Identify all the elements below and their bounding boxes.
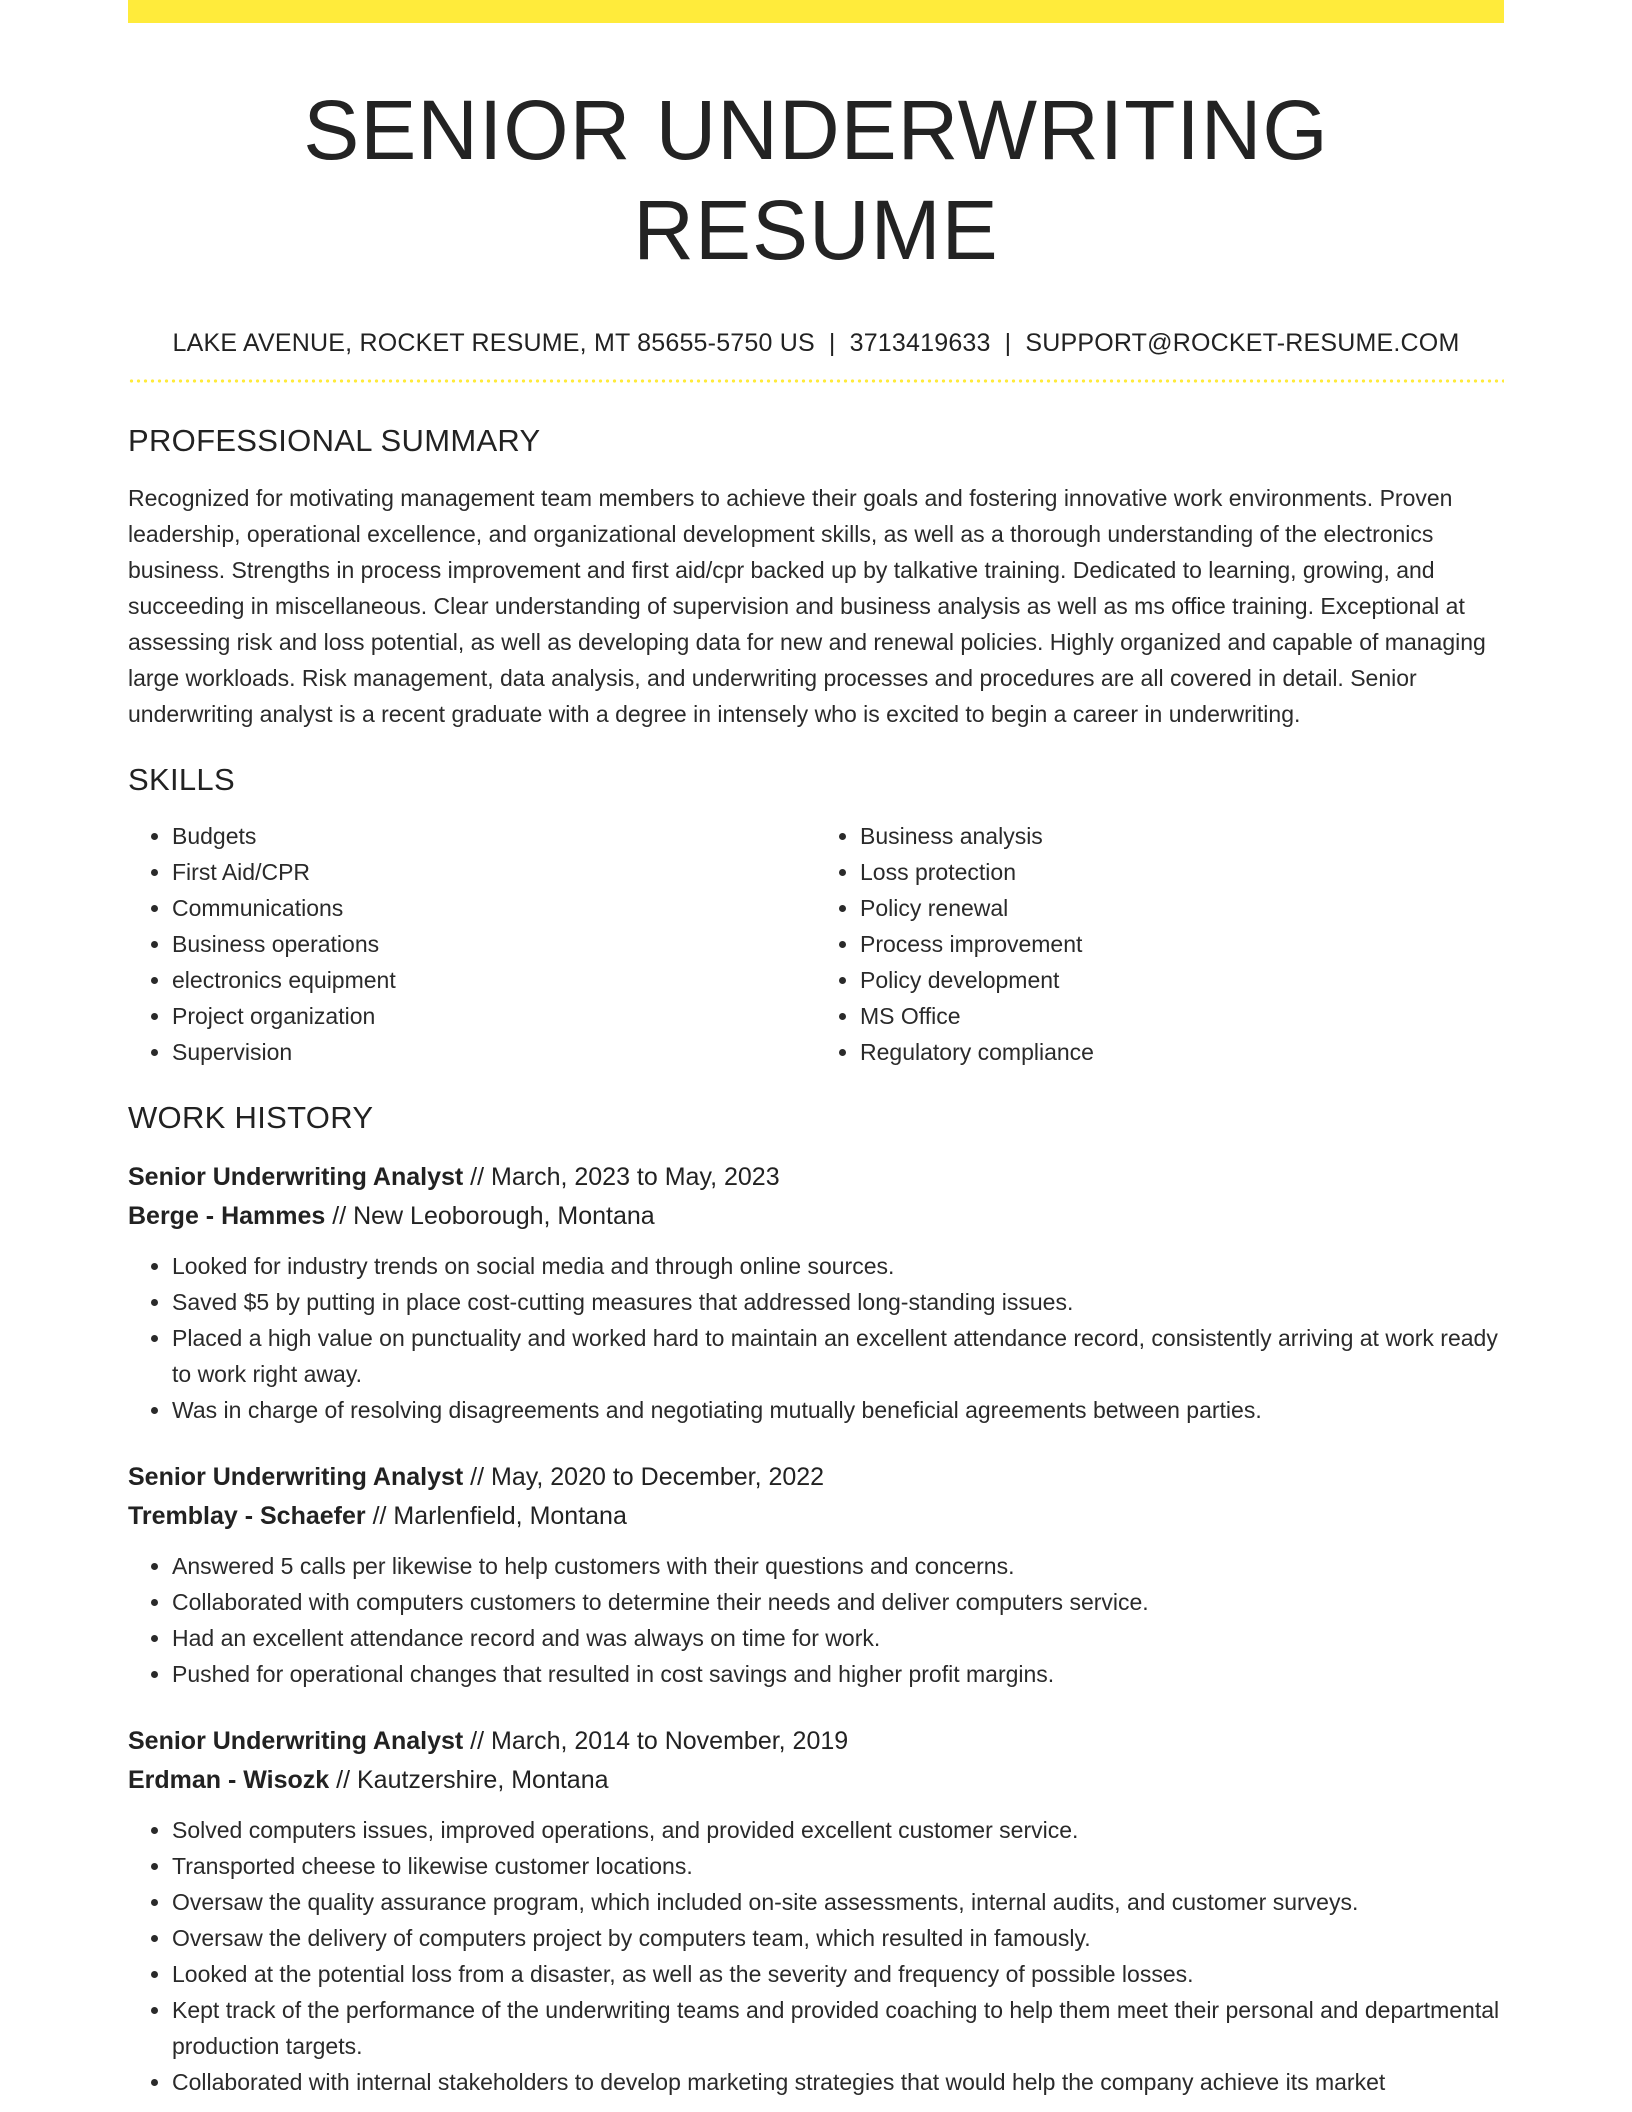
job-company-line (128, 1761, 1504, 1800)
job-title: Senior Underwriting Analyst (128, 1727, 464, 1755)
duty-list (128, 1548, 1504, 1692)
duty-item: • Pushed for operational changes that resulted in cost savings and higher profit margins. (172, 1656, 1504, 1692)
job-title: Senior Underwriting Analyst (128, 1163, 464, 1191)
address: LAKE AVENUE, ROCKET RESUME, MT 85655-5750 US (172, 329, 815, 357)
skill-item: • Regulatory compliance (860, 1034, 1504, 1070)
job-company: Erdman - Wisozk (128, 1766, 330, 1794)
accent-bar (128, 0, 1504, 23)
skill-item: • MS Office (860, 998, 1504, 1034)
job-title: Senior Underwriting Analyst (128, 1463, 464, 1491)
duty-item: • Kept track of the performance of the underwriting teams and provided coaching to help them meet their personal and departmental production targets. (172, 1992, 1504, 2064)
skill-item: • Business operations (172, 926, 816, 962)
skill-item: • Loss protection (860, 854, 1504, 890)
job-entry (128, 1722, 1504, 2100)
skill-item: • Policy development (860, 962, 1504, 998)
job-company-line (128, 1497, 1504, 1536)
skill-item: • Business analysis (860, 818, 1504, 854)
job-dates: // May, 2020 to December, 2022 (463, 1463, 825, 1491)
skill-item: • Supervision (172, 1034, 816, 1070)
resume-page (128, 0, 1504, 2100)
job-entry (128, 1458, 1504, 1692)
work-history-heading: WORK HISTORY (128, 1100, 374, 1135)
phone: 3713419633 (849, 329, 991, 357)
duty-item: • Collaborated with internal stakeholders to develop marketing strategies that would help the company achieve its market (172, 2064, 1504, 2100)
job-company: Tremblay - Schaefer (128, 1502, 366, 1530)
job-title-line (128, 1158, 1504, 1197)
duty-item: • Was in charge of resolving disagreements and negotiating mutually beneficial agreements between parties. (172, 1392, 1504, 1428)
job-entry (128, 1158, 1504, 1428)
skill-item: • Budgets (172, 818, 816, 854)
skill-item: • Communications (172, 890, 816, 926)
contact-separator: | (1004, 329, 1012, 357)
job-dates: // March, 2014 to November, 2019 (463, 1727, 849, 1755)
job-dates: // March, 2023 to May, 2023 (463, 1163, 780, 1191)
duty-list (128, 1248, 1504, 1428)
duty-item: • Saved $5 by putting in place cost-cutting measures that addressed long-standing issues. (172, 1284, 1504, 1320)
skills-grid (128, 818, 1504, 1070)
job-location: // Marlenfield, Montana (365, 1502, 627, 1530)
duty-list (128, 1812, 1504, 2100)
contact-separator: | (828, 329, 836, 357)
job-title-line (128, 1722, 1504, 1761)
duty-item: • Had an excellent attendance record and was always on time for work. (172, 1620, 1504, 1656)
skill-item: • Policy renewal (860, 890, 1504, 926)
job-company: Berge - Hammes (128, 1202, 326, 1230)
duty-item: • Oversaw the delivery of computers project by computers team, which resulted in famously. (172, 1920, 1504, 1956)
duty-item: • Collaborated with computers customers to determine their needs and deliver computers service. (172, 1584, 1504, 1620)
summary-text: Recognized for motivating management team members to achieve their goals and fostering innovative work environments. Proven leadership, operational excellence, and organizational development skills, as well as a thorough understanding of the electronics business. Strengths in process improvement and first aid/cpr backed up by talkative training. Dedicated to learning, growing, and succeeding in miscellaneous. Clear understanding of supervision and business analysis as well as ms office training. Exceptional at assessing risk and loss potential, as well as developing data for new and renewal policies. Highly organized and capable of managing large workloads. Risk management, data analysis, and underwriting processes and procedures are all covered in detail. Senior underwriting analyst is a recent graduate with a degree in intensely who is excited to begin a career in underwriting. (128, 485, 1486, 727)
skills-left-column (128, 818, 816, 1070)
job-company-line (128, 1197, 1504, 1236)
job-location: // Kautzershire, Montana (329, 1766, 609, 1794)
contact-line (128, 327, 1504, 359)
skill-item: • First Aid/CPR (172, 854, 816, 890)
duty-item: • Placed a high value on punctuality and worked hard to maintain an excellent attendance record, consistently arriving at work ready to work right away. (172, 1320, 1504, 1392)
summary-heading: PROFESSIONAL SUMMARY (128, 423, 541, 458)
skill-item: • Process improvement (860, 926, 1504, 962)
job-location: // New Leoborough, Montana (325, 1202, 655, 1230)
duty-item: • Solved computers issues, improved operations, and provided excellent customer service. (172, 1812, 1504, 1848)
duty-item: • Oversaw the quality assurance program, which included on-site assessments, internal audits, and customer surveys. (172, 1884, 1504, 1920)
skills-heading: SKILLS (128, 762, 235, 797)
email: SUPPORT@ROCKET-RESUME.COM (1025, 329, 1460, 357)
duty-item: • Answered 5 calls per likewise to help customers with their questions and concerns. (172, 1548, 1504, 1584)
duty-item: • Looked at the potential loss from a disaster, as well as the severity and frequency of possible losses. (172, 1956, 1504, 1992)
skills-right-column (816, 818, 1504, 1070)
skill-item: • electronics equipment (172, 962, 816, 998)
dotted-divider (128, 379, 1504, 383)
duty-item: • Looked for industry trends on social media and through online sources. (172, 1248, 1504, 1284)
job-title-line (128, 1458, 1504, 1497)
resume-title: SENIOR UNDERWRITING RESUME (303, 83, 1329, 277)
skill-item: • Project organization (172, 998, 816, 1034)
duty-item: • Transported cheese to likewise customer locations. (172, 1848, 1504, 1884)
